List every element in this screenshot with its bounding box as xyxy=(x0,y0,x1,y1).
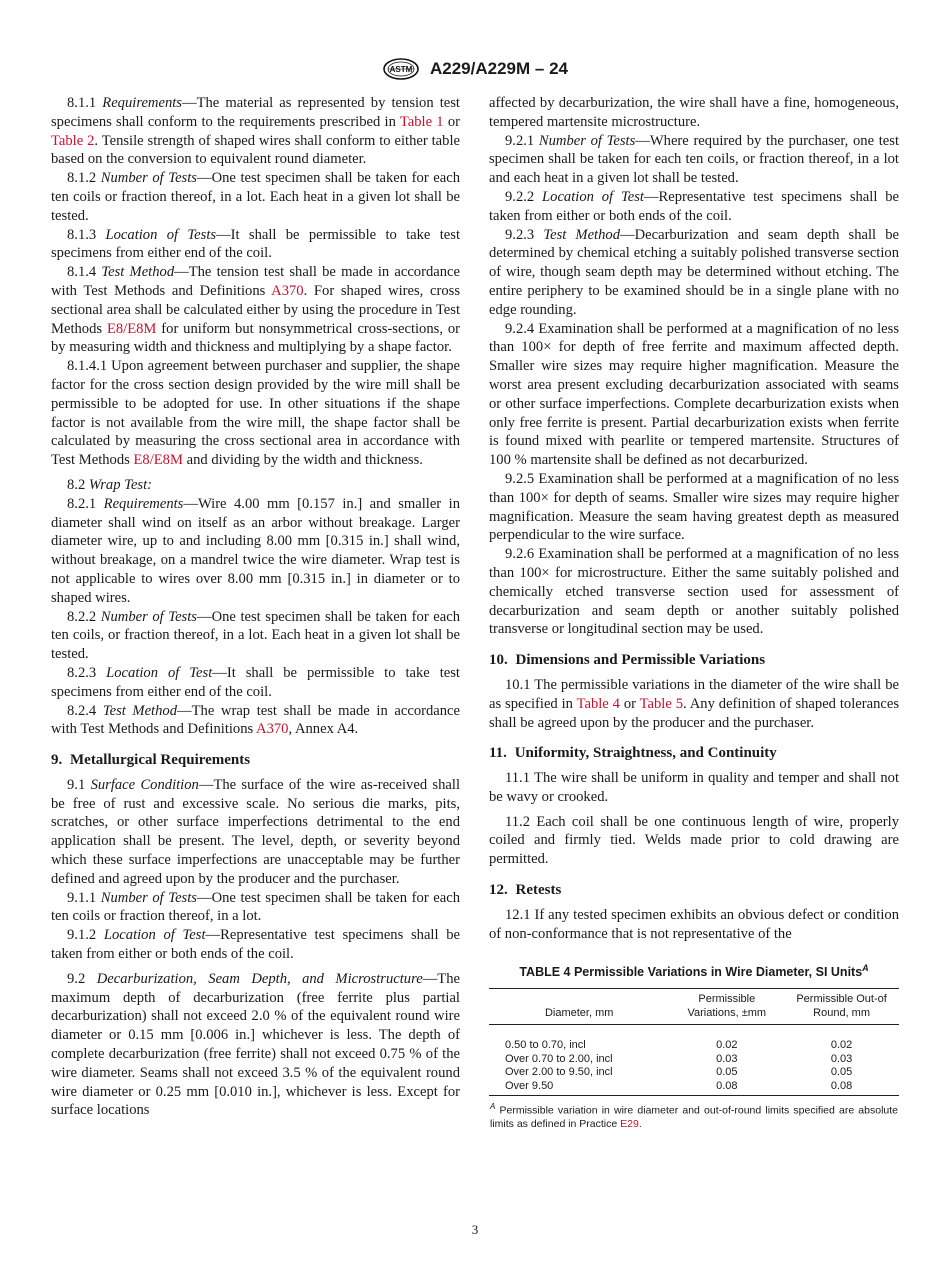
page-header xyxy=(0,58,950,80)
column-header: Diameter, mm xyxy=(489,989,669,1025)
section-heading-9: 9. Metallurgical Requirements xyxy=(51,752,251,769)
table-cell: 0.02 xyxy=(830,1039,853,1052)
paragraph-9-2-2: 9.2.2 Location of Test—Representative test specimens shall be taken from either or both ends of the coil. xyxy=(489,188,899,224)
table-cell: 0.50 to 0.70, incl xyxy=(505,1039,586,1052)
paragraph-9-2-5: 9.2.5 Examination shall be performed at a magnification of no less than 100× for depth of seams. Smaller wire sizes may require higher magnification. Measure the seam having greatest depth as measured perpendicular to the wire surface. xyxy=(489,470,899,544)
table-row xyxy=(489,1080,899,1096)
section-heading-10: 10. Dimensions and Permissible Variations xyxy=(489,652,766,669)
paragraph-9-2-3: 9.2.3 Test Method—Decarburization and seam depth shall be determined by chemical etching a suitably polished transverse section of wire, though seam depth may be determined without etching. The entire periphery to be examined should be in a single plane with no edge rounding. xyxy=(489,226,899,318)
table-row xyxy=(489,1025,899,1053)
link-table-2[interactable]: Table 2 xyxy=(51,132,95,149)
right-column xyxy=(489,94,899,1133)
paragraph-9-2: 9.2 Decarburization, Seam Depth, and Microstructure—The maximum depth of decarburization (free ferrite plus partial decarburization) shall not exceed 2.0 % of the equivalent round wire diameter or 0.15 mm [0.006 in.] whichever is less. The depth of complete decarburization (free ferrite) shall not exceed 0.75 % of the wire diameter. Seams shall not exceed 3.5 % of the equivalent round wire diameter or 0.25 mm [0.010 in.], whichever is less. Except for surface locations xyxy=(51,970,460,1119)
section-heading-12: 12. Retests xyxy=(489,882,562,899)
page-number: 3 xyxy=(471,1222,479,1237)
paragraph-10-1: 10.1 The permissible variations in the diameter of the wire shall be as specified in Table 4 or Table 5. Any definition of shaped tolerances shall be agreed upon by the producer and the purchaser. xyxy=(489,676,899,731)
paragraph-9-1: 9.1 Surface Condition—The surface of the wire as-received shall be free of rust and excessive scale. No serious die marks, pits, scratches, or other surface imperfections detrimental to the end application shall be present. The level, depth, or severity beyond which these surface imperfections are unacceptable may be further defined and agreed upon by the producer and the purchaser. xyxy=(51,776,460,887)
paragraph-9-1-2: 9.1.2 Location of Test—Representative test specimens shall be taken from either or both ends of the coil. xyxy=(51,927,460,963)
paragraph-8-2-2: 8.2.2 Number of Tests—One test specimen shall be taken for each ten coils, or fraction thereof, in a lot. Each heat in a given lot shall be tested. xyxy=(51,608,460,663)
link-a370[interactable]: A370 xyxy=(256,721,289,738)
paragraph-12-1: 12.1 If any tested specimen exhibits an obvious defect or condition of non-conformance that is not representative of the xyxy=(489,906,899,942)
astm-logo-icon xyxy=(382,58,420,80)
table-cell: Over 2.00 to 9.50, incl xyxy=(505,1066,613,1079)
paragraph-9-2-6: 9.2.6 Examination shall be performed at a magnification of no less than 100× for microstructure. Either the same suitably polished and chemically etched transverse section used for assessment of decarburization and seam depth or another suitably polished transverse or longitudinal section may be used. xyxy=(489,546,899,638)
table-4 xyxy=(489,959,899,1132)
link-table-4[interactable]: Table 4 xyxy=(576,695,620,712)
table-cell: 0.05 xyxy=(830,1066,853,1079)
table-cell: 0.03 xyxy=(830,1052,853,1065)
table-cell: 0.02 xyxy=(716,1039,738,1052)
link-a370[interactable]: A370 xyxy=(271,282,304,299)
paragraph-8-1-1: 8.1.1 Requirements—The material as represented by tension test specimens shall conform to the requirements prescribed in Table 1 or Table 2. Tensile strength of shaped wires shall conform to either table based on the conversion to equivalent round diameter. xyxy=(51,95,460,168)
paragraph-9-2-1: 9.2.1 Number of Tests—Where required by the purchaser, one test specimen shall be taken for each ten coils, or fraction thereof, in a lot and each heat in a given lot shall be tested. xyxy=(489,132,899,187)
paragraph-9-2-4: 9.2.4 Examination shall be performed at a magnification of no less than 100× for depth of free ferrite and maximum affected depth. Smaller wire sizes may require higher magnification. Measure the worst area present excluding decarburization associated with seams or other surface imperfections. Complete decarburization exists when only free ferrite is present. Partial decarburization exists when ferrite is found mixed with pearlite or tempered martensite. Structures of 100 % martensite shall be defined as not decarburized. xyxy=(489,320,899,469)
link-e8-e8m[interactable]: E8/E8M xyxy=(106,320,157,337)
link-e8-e8m[interactable]: E8/E8M xyxy=(133,452,183,469)
table-cell: 0.08 xyxy=(830,1079,853,1092)
paragraph-8-1-3: 8.1.3 Location of Tests—It shall be permissible to take test specimens from either end of the coil. xyxy=(51,226,460,262)
table-footnote: $^A$ Permissible variation in wire diameter and out-of-round limits specified are absolute limits as defined in Practice E29. xyxy=(489,1096,899,1133)
table-cell: 0.05 xyxy=(716,1066,738,1079)
paragraph-9-2-continued: affected by decarburization, the wire shall have a fine, homogeneous, tempered martensite microstructure. xyxy=(489,95,899,130)
paragraph-8-1-4: 8.1.4 Test Method—The tension test shall be made in accordance with Test Methods and Definitions A370. For shaped wires, cross sectional area shall be calculated either by using the procedure in Test Methods E8/E8M for uniform but nonsymmetrical cross-sections, or by measuring width and thickness and multiplying by a shape factor. xyxy=(51,264,460,356)
paragraph-8-2-1: 8.2.1 Requirements—Wire 4.00 mm [0.157 in.] and smaller in diameter shall wind on itself as an arbor without breakage. Larger diameter wire, up to and including 8.00 mm [0.315 in.] shall wind, without breakage, on a mandrel twice the wire diameter. Wrap test is not applicable to wires over 8.00 mm [0.315 in.] in diameter or to shaped wires. xyxy=(51,495,460,606)
paragraph-8-2: 8.2 Wrap Test: xyxy=(67,476,153,493)
paragraph-8-2-4: 8.2.4 Test Method—The wrap test shall be made in accordance with Test Methods and Definitions A370, Annex A4. xyxy=(51,702,461,738)
link-table-1[interactable]: Table 1 xyxy=(399,113,444,130)
paragraph-8-2-3: 8.2.3 Location of Test—It shall be permissible to take test specimens from either end of the coil. xyxy=(51,664,460,700)
paragraph-8-1-4-1: 8.1.4.1 Upon agreement between purchaser and supplier, the shape factor for the cross section design provided by the wire mill shall be permissible to be adopted for use. In other situations if the shape factor is not available from the wire mill, the shape factor shall be calculated by measuring the cross sectional area in accordance with Test Methods E8/E8M and dividing by the width and thickness. xyxy=(51,358,460,469)
column-header: Permissible Variations, ±mm xyxy=(669,989,784,1025)
table-row xyxy=(489,1053,899,1067)
paragraph-9-1-1: 9.1.1 Number of Tests—One test specimen shall be taken for each ten coils or fraction thereof, in a lot. xyxy=(51,889,460,925)
table-cell: 0.03 xyxy=(716,1052,738,1065)
section-heading-11: 11. Uniformity, Straightness, and Continuity xyxy=(489,745,777,762)
paragraph-11-1: 11.1 The wire shall be uniform in quality and temper and shall not be wavy or crooked. xyxy=(489,770,899,805)
link-e29[interactable]: E29 xyxy=(620,1118,639,1131)
svg-text:ASTM: ASTM xyxy=(389,65,413,74)
table-4-grid xyxy=(489,988,899,1133)
table-row xyxy=(489,1066,899,1080)
table-cell: 0.08 xyxy=(716,1079,738,1092)
paragraph-8-1-2: 8.1.2 Number of Tests—One test specimen shall be taken for each ten coils or fraction thereof, in a lot. Each heat in a given lot shall be tested. xyxy=(51,170,460,224)
column-header: Permissible Out-of Round, mm xyxy=(784,989,899,1025)
link-table-5[interactable]: Table 5 xyxy=(639,695,684,712)
left-column xyxy=(51,94,460,1120)
table-cell: Over 9.50 xyxy=(505,1079,554,1092)
table-title: TABLE 4 Permissible Variations in Wire Diameter, SI Units$^A$ xyxy=(519,963,869,980)
paragraph-11-2: 11.2 Each coil shall be one continuous length of wire, properly coiled and firmly tied. Welds made prior to cold drawing are permitted. xyxy=(489,813,899,868)
table-cell: Over 0.70 to 2.00, incl xyxy=(505,1052,613,1065)
document-code: A229/A229M – 24 xyxy=(430,59,568,78)
